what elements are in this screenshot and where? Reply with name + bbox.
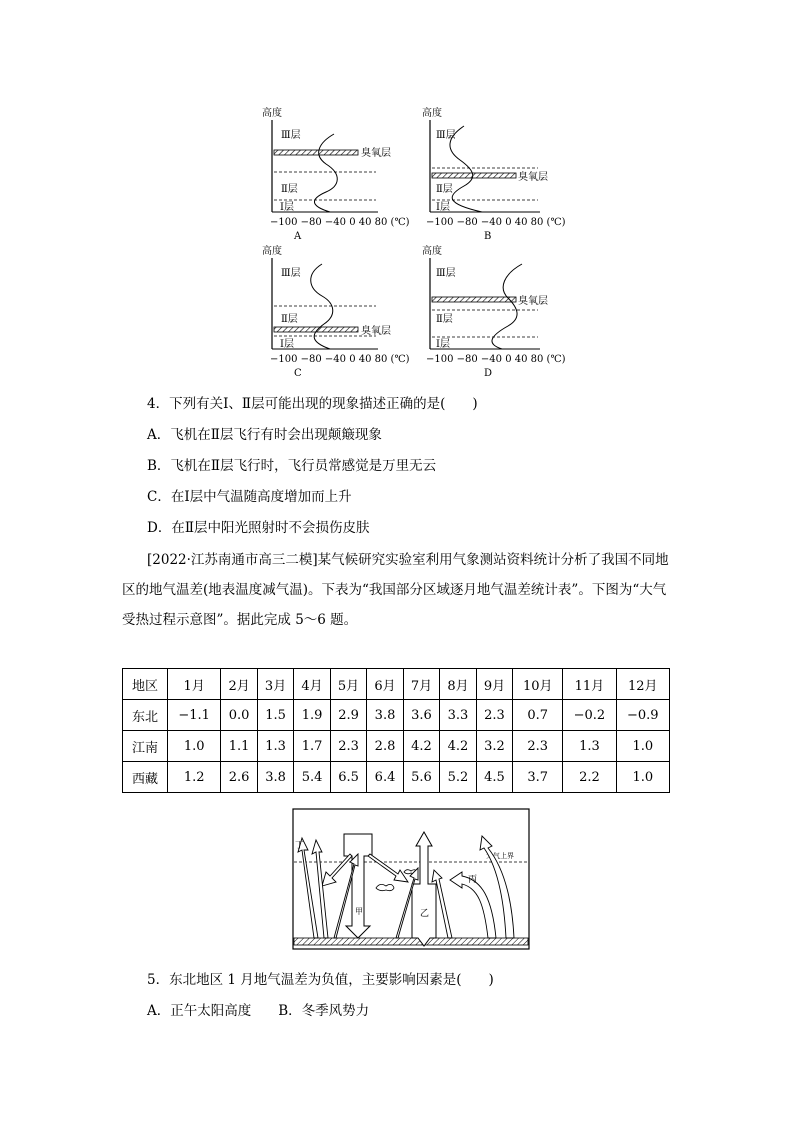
layer-label: Ⅰ层 [436, 202, 450, 213]
table-cell: 1.9 [294, 700, 330, 731]
layer-label: Ⅱ层 [436, 314, 453, 325]
atmospheric-heating-diagram [292, 808, 530, 950]
table-cell: 1.1 [221, 731, 257, 762]
atmosphere-top-label: 大气上界 [486, 852, 514, 860]
table-cell: 2.9 [330, 700, 366, 731]
layer-label: Ⅱ层 [436, 184, 453, 195]
table-cell: 0.0 [221, 700, 257, 731]
table-cell: 3.8 [257, 762, 293, 793]
panel-label: D [484, 368, 493, 379]
table-cell: −0.9 [616, 700, 669, 731]
ozone-label: 臭氧层 [361, 148, 391, 159]
layer-label: Ⅲ层 [281, 130, 301, 141]
table-cell: 1.7 [294, 731, 330, 762]
panel-a [262, 106, 410, 242]
question-4-option-a: A．飞机在Ⅱ层飞行有时会出现颠簸现象 [147, 427, 382, 443]
layer-label: Ⅲ层 [436, 130, 456, 141]
table-cell: 1.3 [257, 731, 293, 762]
arrow-label-ding: 丁 [295, 841, 305, 851]
panel-label: A [294, 231, 302, 242]
table-cell: 2.3 [330, 731, 366, 762]
table-cell: 西藏 [123, 762, 168, 793]
panel-d [422, 244, 566, 379]
layer-label: Ⅱ层 [281, 314, 298, 325]
table-cell: 3.2 [476, 731, 512, 762]
panel-label: B [484, 231, 492, 242]
table-cell: 1.5 [257, 700, 293, 731]
table-row [123, 731, 670, 762]
table-cell: 3.7 [513, 762, 563, 793]
table-row [123, 762, 670, 793]
table-cell: 1.2 [168, 762, 221, 793]
ozone-layer-figure [250, 104, 570, 382]
question-5-stem: 5．东北地区 1 月地气温差为负值，主要影响因素是( ) [147, 972, 494, 988]
x-ticks: −100 −80 −40 0 40 80 (℃) [426, 217, 566, 228]
table-cell: 5.2 [440, 762, 476, 793]
table-header-cell: 9月 [476, 669, 512, 700]
arrow-label-yi: 乙 [420, 909, 430, 919]
table-row [123, 700, 670, 731]
question-4-option-d: D．在Ⅱ层中阳光照射时不会损伤皮肤 [147, 520, 370, 536]
table-cell: 2.3 [476, 700, 512, 731]
table-cell: 江南 [123, 731, 168, 762]
table-cell: −1.1 [168, 700, 221, 731]
layer-label: Ⅰ层 [436, 339, 450, 350]
table-cell: 2.8 [367, 731, 403, 762]
layer-label: Ⅰ层 [280, 202, 294, 213]
axis-title: 高度 [422, 246, 442, 257]
panel-label: C [294, 368, 302, 379]
x-ticks: −100 −80 −40 0 40 80 (℃) [426, 354, 566, 365]
table-cell: 3.3 [440, 700, 476, 731]
table-header-cell: 4月 [294, 669, 330, 700]
question-4-option-c: C．在Ⅰ层中气温随高度增加而上升 [147, 489, 352, 505]
ozone-label: 臭氧层 [361, 326, 391, 337]
ozone-label: 臭氧层 [518, 296, 548, 307]
table-cell: 1.0 [616, 762, 669, 793]
table-header-cell: 8月 [440, 669, 476, 700]
table-header-cell: 3月 [257, 669, 293, 700]
arrow-label-bing: 丙 [468, 875, 478, 885]
table-header-cell: 地区 [123, 669, 168, 700]
question-4-stem: 4．下列有关Ⅰ、Ⅱ层可能出现的现象描述正确的是( ) [147, 396, 478, 412]
table-cell: 5.6 [403, 762, 439, 793]
table-header-cell: 7月 [403, 669, 439, 700]
temperature-difference-table [122, 668, 670, 793]
panel-b [422, 106, 566, 242]
table-header-cell: 6月 [367, 669, 403, 700]
table-header-cell: 10月 [513, 669, 563, 700]
table-cell: 1.0 [616, 731, 669, 762]
table-header-row [123, 669, 670, 700]
table-cell: 5.4 [294, 762, 330, 793]
table-cell: 6.5 [330, 762, 366, 793]
arrow-label-jia: 甲 [355, 907, 363, 916]
layer-label: Ⅱ层 [281, 184, 298, 195]
table-cell: 2.3 [513, 731, 563, 762]
question-5-options: A．正午太阳高度 B．冬季风势力 [147, 1003, 370, 1019]
table-cell: 4.2 [440, 731, 476, 762]
table-header-cell: 2月 [221, 669, 257, 700]
axis-title: 高度 [422, 108, 442, 119]
intro-paragraph: [2022·江苏南通市高三二模]某气候研究实验室利用气象测站资料统计分析了我国不同地区的地气温差(地表温度减气温)。下表为“我国部分区域逐月地气温差统计表”。下图为“大气受热过程示意图”。据此完成 5～6 题。 [122, 552, 669, 628]
table-cell: 3.6 [403, 700, 439, 731]
table-cell: 1.3 [563, 731, 616, 762]
table-cell: 2.6 [221, 762, 257, 793]
x-ticks: −100 −80 −40 0 40 80 (℃) [270, 217, 410, 228]
table-cell: 6.4 [367, 762, 403, 793]
layer-label: Ⅲ层 [436, 268, 456, 279]
table-cell: 1.0 [168, 731, 221, 762]
table-cell: 2.2 [563, 762, 616, 793]
axis-title: 高度 [262, 246, 282, 257]
ozone-label: 臭氧层 [518, 172, 548, 183]
table-cell: 4.5 [476, 762, 512, 793]
table-header-cell: 12月 [616, 669, 669, 700]
question-4-option-b: B．飞机在Ⅱ层飞行时，飞行员常感觉是万里无云 [147, 458, 437, 474]
table-cell: 3.8 [367, 700, 403, 731]
table-cell: 0.7 [513, 700, 563, 731]
x-ticks: −100 −80 −40 0 40 80 (℃) [270, 354, 410, 365]
table-cell: 4.2 [403, 731, 439, 762]
axis-title: 高度 [262, 108, 282, 119]
table-header-cell: 1月 [168, 669, 221, 700]
table-cell: −0.2 [563, 700, 616, 731]
table-header-cell: 5月 [330, 669, 366, 700]
table-cell: 东北 [123, 700, 168, 731]
layer-label: Ⅲ层 [281, 268, 301, 279]
layer-label: Ⅰ层 [280, 339, 294, 350]
panel-c [262, 244, 410, 379]
table-header-cell: 11月 [563, 669, 616, 700]
